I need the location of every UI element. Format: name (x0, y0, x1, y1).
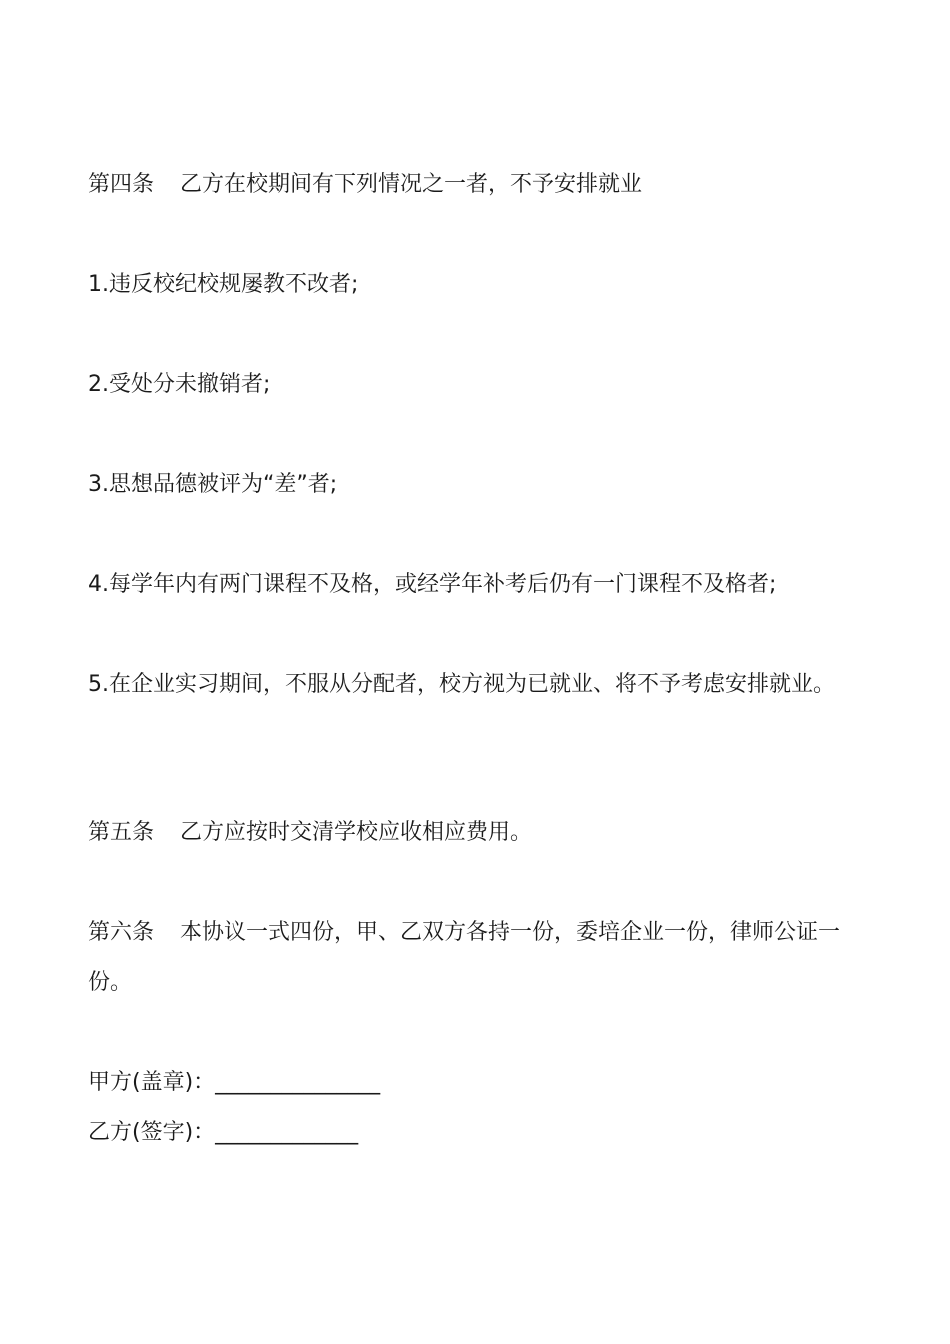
article-4 (88, 160, 868, 210)
party-b-signature-line: 乙方(签字)：_____________ (88, 1120, 359, 1145)
article-4-text: 乙方在校期间有下列情况之一者，不予安排就业 (180, 172, 643, 197)
article-6-text: 本协议一式四份，甲、乙双方各持一份，委培企业一份，律师公证一份。 (88, 920, 841, 995)
article-4-heading: 第四条 (88, 172, 155, 197)
article-5-heading: 第五条 (88, 820, 155, 845)
list-item-3: 3.思想品德被评为“差”者; (88, 472, 338, 497)
party-a-signature-line: 甲方(盖章)：_______________ (88, 1070, 381, 1095)
list-item-5: 5.在企业实习期间，不服从分配者，校方视为已就业、将不予考虑安排就业。 (88, 672, 835, 697)
list-item-1: 1.违反校纪校规屡教不改者; (88, 272, 359, 297)
article-5-text: 乙方应按时交清学校应收相应费用。 (180, 820, 533, 845)
article-6-heading: 第六条 (88, 920, 155, 945)
article-5 (88, 808, 868, 858)
article-6 (88, 908, 868, 1008)
list-item-4: 4.每学年内有两门课程不及格，或经学年补考后仍有一门课程不及格者; (88, 572, 777, 597)
list-item-2: 2.受处分未撤销者; (88, 372, 271, 397)
